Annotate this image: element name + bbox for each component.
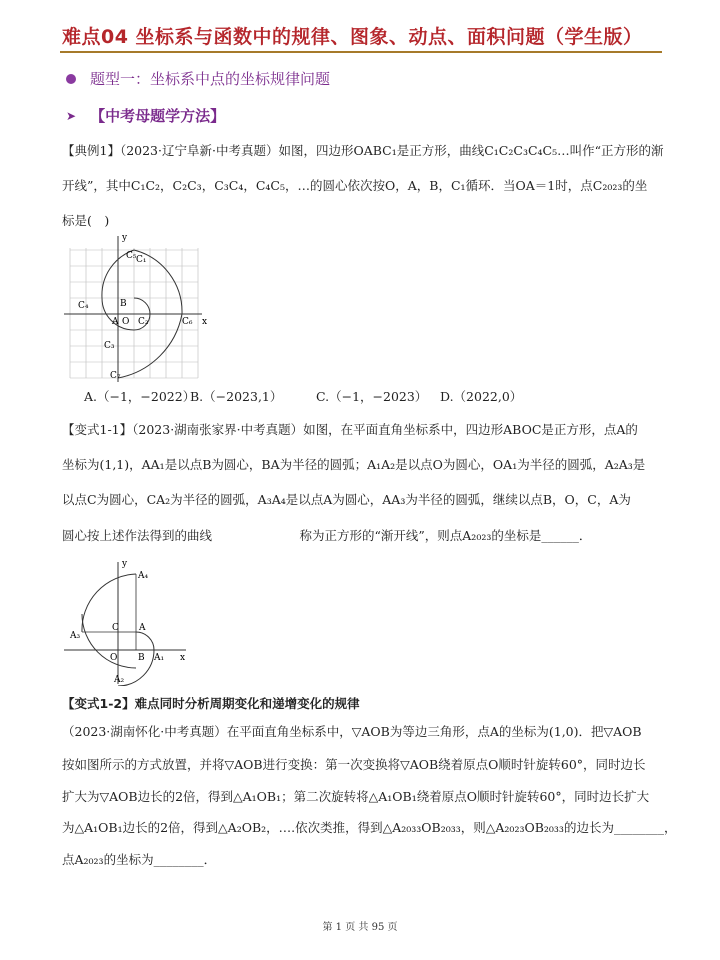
label-a1: A₁ [154, 653, 165, 663]
label-b: B [138, 653, 145, 663]
section-heading [66, 68, 330, 89]
label-c4: C₄ [78, 301, 89, 311]
variant1-line4: 圆心按上述作法得到的曲线 称为正方形的“渐开线”，则点A₂₀₂₃的坐标是______． [62, 528, 592, 543]
example1-line2: 开线”，其中C₁C₂，C₂C₃，C₃C₄，C₄C₅，…的圆心依次按O，A，B，C₁循环．当OA＝1时，点C₂₀₂₃的坐 [62, 178, 648, 193]
label-o: O [110, 653, 118, 663]
label-c3: C₃ [104, 341, 115, 351]
example1-line1: 【典例1】（2023·辽宁阜新·中考真题）如图，四边形OABC₁是正方形，曲线C₁C₂C₃C₄C₅…叫作“正方形的渐 [62, 143, 664, 158]
label-o: O [122, 317, 130, 327]
example1-figure [62, 228, 212, 388]
variant1-figure [62, 556, 192, 686]
variant1-line1: 【变式1-1】（2023·湖南张家界·中考真题）如图，在平面直角坐标系中，四边形ABOC是正方形，点A的 [62, 422, 638, 437]
x-axis-label: x [180, 653, 186, 663]
label-c2: C₂ [138, 317, 149, 327]
variant2-heading: 【变式1-2】难点同时分析周期变化和递增变化的规律 [62, 696, 360, 711]
label-c1: C₁ [136, 255, 147, 265]
variant1-line3: 以点C为圆心，CA₂为半径的圆弧，A₃A₄是以点A为圆心，AA₃为半径的圆弧，继续以点B，O，C，A为 [62, 492, 631, 507]
option-c: C.（−1，−2023） [316, 389, 428, 404]
bullet-dot-icon [66, 74, 76, 84]
arrow-right-icon: ➤ [66, 108, 77, 123]
y-axis-label: y [122, 559, 128, 569]
page-title: 难点04 坐标系与函数中的规律、图象、动点、面积问题（学生版） [62, 26, 643, 48]
label-a3: A₃ [70, 631, 81, 641]
option-b: B.（−2023,1） [190, 389, 283, 404]
label-c: C [112, 623, 119, 633]
x-axis-label: x [202, 317, 208, 327]
title-underline [60, 51, 662, 53]
label-a2: A₂ [114, 675, 125, 685]
label-c5: C₅ [126, 251, 137, 261]
variant2-line4: 为△A₁OB₁边长的2倍，得到△A₂OB₂，….依次类推，得到△A₂₀₃₃OB₂₀₃₃，则△A₂₀₂₃OB₂₀₃₃的边长为________， [62, 820, 677, 835]
method-heading [66, 105, 225, 126]
section-heading-text: 题型一：坐标系中点的坐标规律问题 [90, 70, 331, 88]
y-axis-label: y [122, 233, 128, 243]
label-a: A [139, 623, 146, 633]
option-a: A.（−1，−2022） [84, 389, 196, 404]
label-a4: A₄ [138, 571, 149, 581]
variant2-line5: 点A₂₀₂₃的坐标为________． [62, 852, 217, 867]
page-footer: 第 1 页 共 95 页 [322, 922, 398, 933]
label-b: B [120, 299, 127, 309]
label-c6: C₆ [182, 317, 193, 327]
variant2-line2: 按如图所示的方式放置，并将▽AOB进行变换：第一次变换将▽AOB绕着原点O顺时针旋转60°，同时边长 [62, 757, 646, 772]
variant1-line2: 坐标为(1,1)，AA₁是以点B为圆心，BA为半径的圆弧；A₁A₂是以点O为圆心，OA₁为半径的圆弧，A₂A₃是 [62, 457, 646, 472]
example1-line3: 标是( ) [62, 213, 110, 228]
method-heading-text: 【中考母题学方法】 [90, 107, 226, 125]
option-d: D.（2022,0） [440, 389, 523, 404]
variant2-line3: 扩大为▽AOB边长的2倍，得到△A₁OB₁；第二次旋转将△A₁OB₁绕着原点O顺时针旋转60°，同时边长扩大 [62, 789, 650, 804]
label-a: A [112, 317, 119, 327]
label-c7: C₇ [110, 371, 121, 381]
variant2-line1: （2023·湖南怀化·中考真题）在平面直角坐标系中，▽AOB为等边三角形，点A的坐标为(1,0)．把▽AOB [62, 724, 642, 739]
